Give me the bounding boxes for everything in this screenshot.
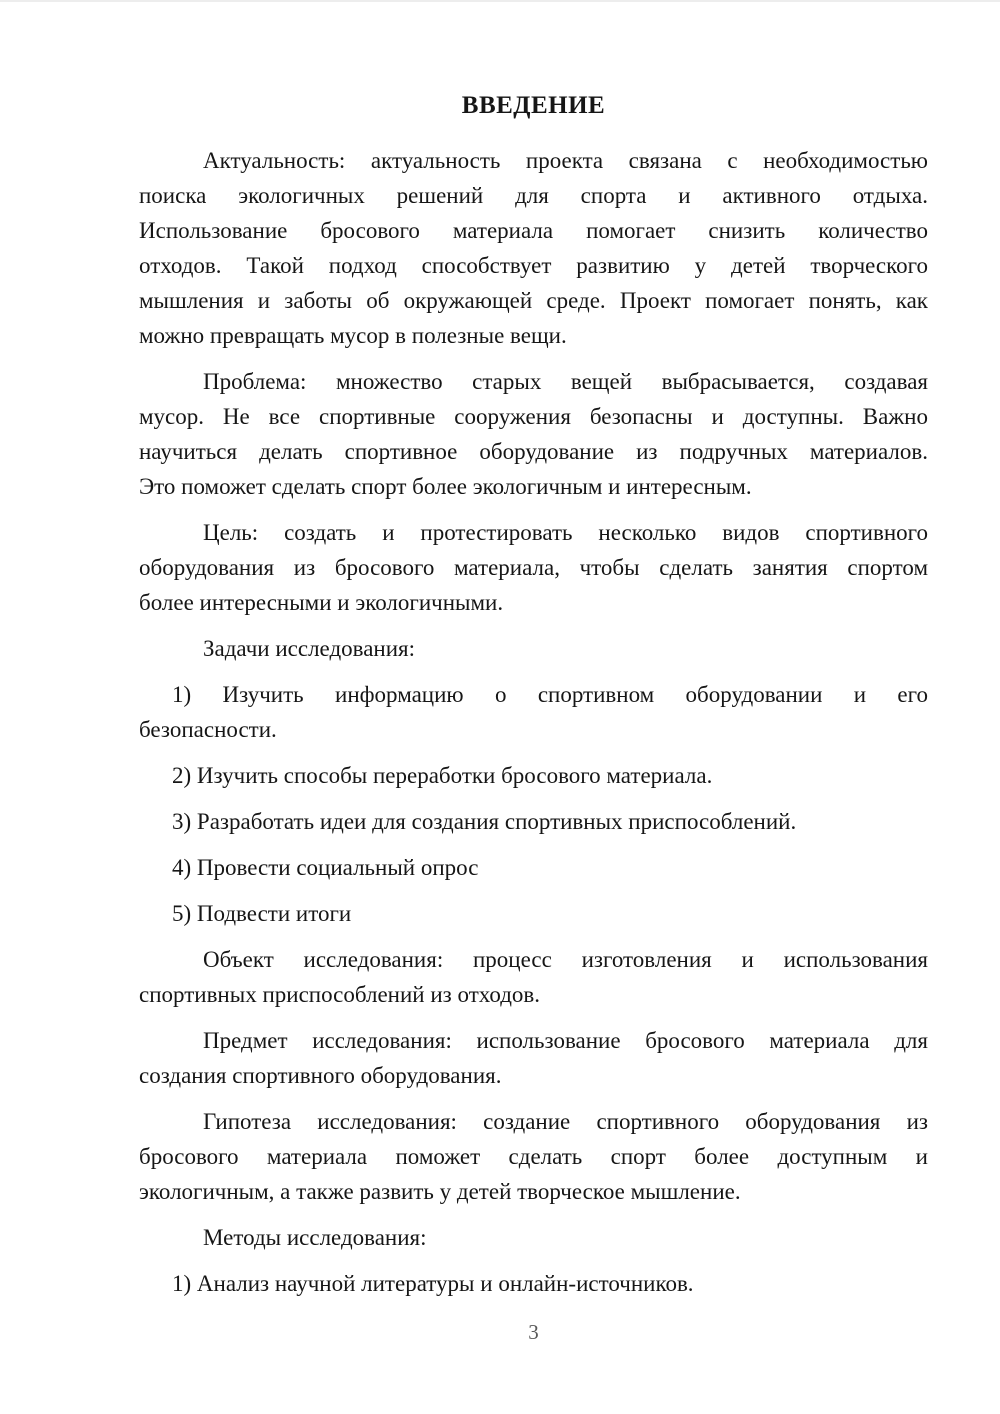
page-number: 3 — [528, 1320, 539, 1344]
text-line: Это поможет сделать спорт более экологичным и интересным. — [139, 474, 752, 499]
method-item-1 — [139, 1266, 928, 1301]
goal-paragraph — [139, 515, 928, 620]
problem-paragraph — [139, 364, 928, 504]
task-item-4 — [139, 850, 928, 885]
text-line: 3) Разработать идеи для создания спортивных приспособлений. — [172, 809, 797, 834]
subject-paragraph — [139, 1023, 928, 1093]
text-line: Методы исследования: — [203, 1225, 427, 1250]
text-line: Гипотеза исследования: создание спортивного оборудования из — [203, 1109, 928, 1134]
task-item-3 — [139, 804, 928, 839]
text-line: Цель: создать и протестировать несколько видов спортивного — [203, 520, 928, 545]
text-line: 1) Анализ научной литературы и онлайн-источников. — [172, 1271, 694, 1296]
text-line: 5) Подвести итоги — [172, 901, 352, 926]
methods-heading — [139, 1220, 928, 1255]
text-line: экологичным, а также развить у детей творческое мышление. — [139, 1179, 741, 1204]
text-line: спортивных приспособлений из отходов. — [139, 982, 541, 1007]
page-title: ВВЕДЕНИЕ — [461, 92, 606, 119]
document-body — [139, 143, 928, 1301]
text-line: Использование бросового материала помогает снизить количество — [139, 218, 928, 243]
task-item-1 — [139, 677, 928, 747]
text-line: 2) Изучить способы переработки бросового материала. — [172, 763, 713, 788]
text-line: мышления и заботы об окружающей среде. Проект помогает понять, как — [139, 288, 928, 313]
text-line: оборудования из бросового материала, чтобы сделать занятия спортом — [139, 555, 928, 580]
text-line: Объект исследования: процесс изготовления и использования — [203, 947, 928, 972]
tasks-heading — [139, 631, 928, 666]
text-line: безопасности. — [139, 717, 277, 742]
text-line: создания спортивного оборудования. — [139, 1063, 502, 1088]
text-line: Задачи исследования: — [203, 636, 416, 661]
text-line: бросового материала поможет сделать спорт более доступным и — [139, 1144, 928, 1169]
object-paragraph — [139, 942, 928, 1012]
text-line: Актуальность: актуальность проекта связана с необходимостью — [203, 148, 928, 173]
text-line: 4) Провести социальный опрос — [172, 855, 479, 880]
text-line: научиться делать спортивное оборудование из подручных материалов. — [139, 439, 928, 464]
text-line: можно превращать мусор в полезные вещи. — [139, 323, 567, 348]
task-item-5 — [139, 896, 928, 931]
document-content — [0, 2, 1000, 1347]
text-line: 1) Изучить информацию о спортивном оборудовании и его — [172, 682, 928, 707]
text-line: Предмет исследования: использование бросового материала для — [203, 1028, 928, 1053]
hypothesis-paragraph — [139, 1104, 928, 1209]
text-line: мусор. Не все спортивные сооружения безопасны и доступны. Важно — [139, 404, 928, 429]
text-line: отходов. Такой подход способствует развитию у детей творческого — [139, 253, 928, 278]
actuality-paragraph — [139, 143, 928, 353]
text-line: поиска экологичных решений для спорта и активного отдыха. — [139, 183, 928, 208]
text-line: более интересными и экологичными. — [139, 590, 504, 615]
text-line: Проблема: множество старых вещей выбрасывается, создавая — [203, 369, 928, 394]
task-item-2 — [139, 758, 928, 793]
